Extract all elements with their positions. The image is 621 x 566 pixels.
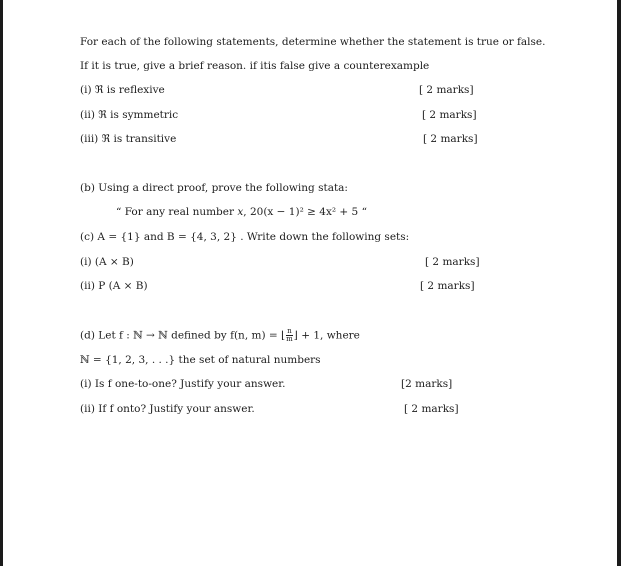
question-c-i: (i) (A × B) bbox=[80, 256, 134, 268]
fraction-numerator: n bbox=[287, 327, 292, 335]
statement-prefix: “ For any real number bbox=[116, 206, 238, 218]
question-a-ii: (ii) ℜ is symmetric bbox=[80, 109, 179, 121]
intro-line-2: If it is true, give a brief reason. if itis false give a counterexample bbox=[80, 60, 430, 72]
fraction-denominator: m bbox=[286, 335, 293, 343]
marks-d-i: [2 marks] bbox=[401, 378, 453, 390]
statement-inequality: , 20(x − 1)² ≥ 4x² + 5 “ bbox=[243, 206, 367, 218]
marks-c-i: [ 2 marks] bbox=[425, 256, 480, 268]
question-d bbox=[80, 328, 360, 343]
function-suffix: ⌋ + 1, where bbox=[293, 329, 360, 342]
question-c-ii: (ii) P (A × B) bbox=[80, 280, 148, 292]
question-b-statement bbox=[116, 205, 367, 219]
question-d-prefix: (d) Let bbox=[80, 329, 119, 342]
right-border bbox=[617, 0, 621, 566]
question-d-ii: (ii) If f onto? Justify your answer. bbox=[80, 403, 255, 415]
natural-numbers-definition: ℕ = {1, 2, 3, . . .} the set of natural numbers bbox=[80, 354, 321, 366]
marks-c-ii: [ 2 marks] bbox=[420, 280, 475, 292]
statement-variable: x bbox=[237, 206, 244, 218]
marks-a-ii: [ 2 marks] bbox=[422, 109, 477, 121]
fraction-n-over-m bbox=[286, 328, 293, 343]
marks-a-i: [ 2 marks] bbox=[419, 84, 474, 96]
marks-a-iii: [ 2 marks] bbox=[423, 133, 478, 145]
marks-d-ii: [ 2 marks] bbox=[404, 403, 459, 415]
document-page bbox=[3, 0, 617, 566]
question-c: (c) A = {1} and B = {4, 3, 2} . Write down the following sets: bbox=[80, 231, 410, 243]
question-b: (b) Using a direct proof, prove the following stata: bbox=[80, 182, 348, 194]
function-definition: f : ℕ → ℕ defined by f(n, m) = ⌊ bbox=[119, 329, 286, 342]
question-a-i: (i) ℜ is reflexive bbox=[80, 84, 165, 96]
question-a-iii: (iii) ℜ is transitive bbox=[80, 133, 177, 145]
question-d-i: (i) Is f one-to-one? Justify your answer. bbox=[80, 378, 286, 390]
intro-line-1: For each of the following statements, determine whether the statement is true or false. bbox=[80, 36, 546, 48]
